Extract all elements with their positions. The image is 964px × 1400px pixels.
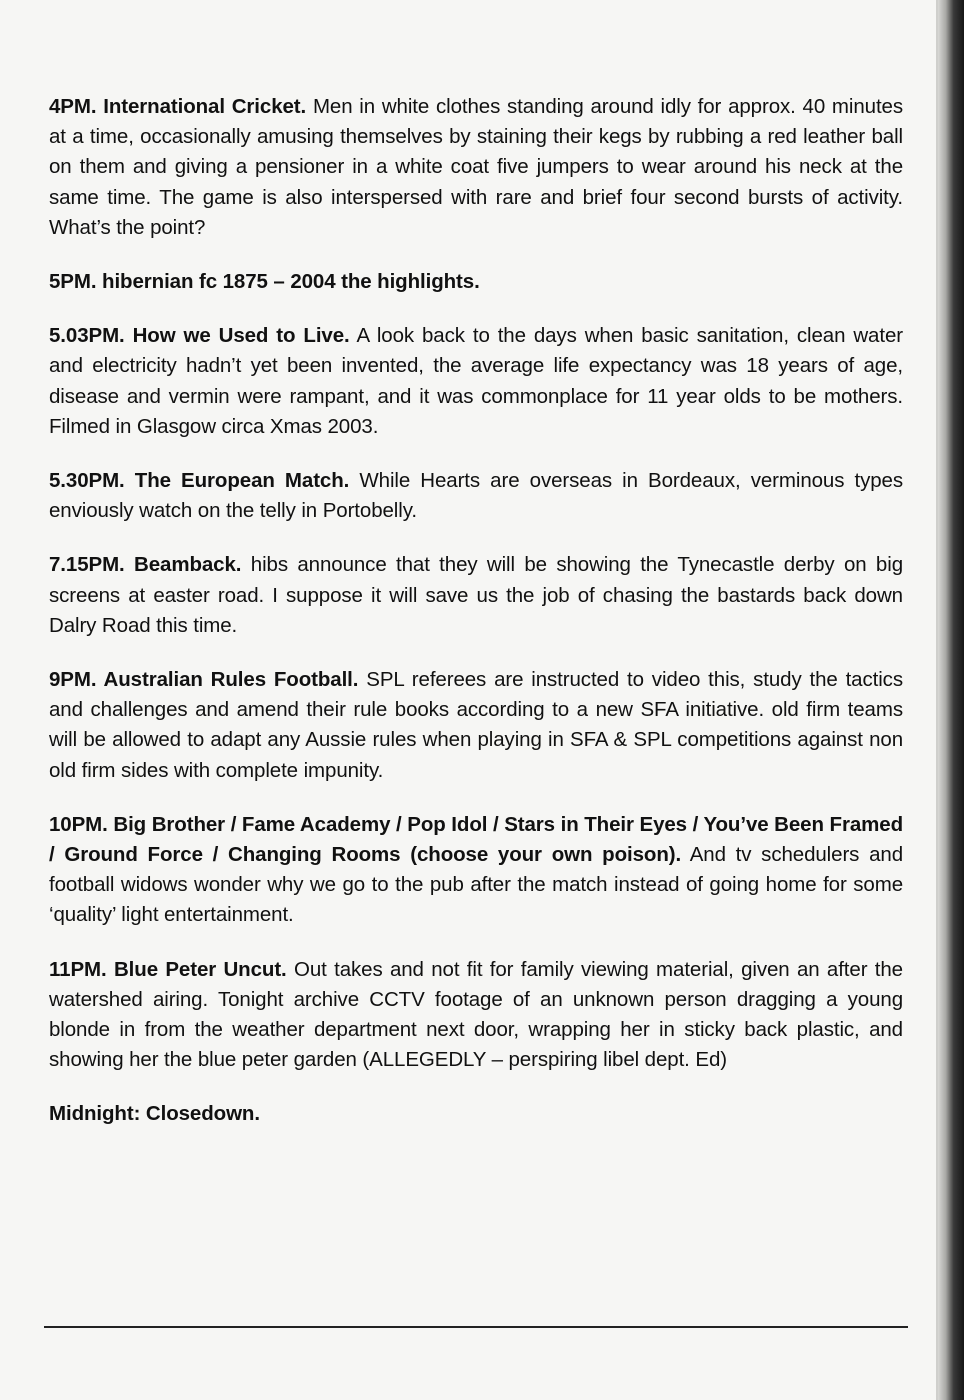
listing-cricket [49,92,903,243]
listing-australian-rules [49,665,903,786]
listing-how-we-used-to-live [49,321,903,442]
listing-heading: 5.30PM. The European Match. [49,469,350,493]
tv-listings [49,92,903,1154]
page-spine-shadow [938,0,964,1400]
listing-heading: 7.15PM. Beamback. [49,553,242,577]
listing-reality-tv [49,810,903,931]
listing-heading: 4PM. International Cricket. [49,95,307,118]
listing-text: And tv schedulers and football widows wonder why we go to the pub after the match instead of going home for some ‘quality’ light entertainment. [49,843,903,927]
listing-blue-peter [49,955,903,1076]
listing-text: While Hearts are overseas in Bordeaux, verminous types enviously watch on the telly in Portobelly. [49,469,903,523]
listing-text: A look back to the days when basic sanitation, clean water and electricity hadn’t yet been invented, the average life expectancy was 18 years of age, disease and vermin were rampant, and it was commonplace for 11 year olds to be mothers. Filmed in Glasgow circa Xmas 2003. [49,324,903,438]
listing-hibernian [49,267,903,297]
bottom-rule [44,1326,908,1328]
listing-text: Out takes and not fit for family viewing material, given an after the watershed airing. Tonight archive CCTV footage of an unknown person dragging a young blonde in from the weather department next door, wrapping her in sticky back plastic, and showing her the blue peter garden (ALLEGEDLY – perspiring libel dept. Ed) [49,957,903,1072]
listing-heading: 9PM. Australian Rules Football. [49,668,359,692]
listing-european-match [49,466,903,526]
listing-heading: 10PM. Big Brother / Fame Academy / Pop Idol / Stars in Their Eyes / You’ve Been Framed / Ground Force / Changing Rooms (choose your own poison). [49,812,903,867]
listing-closedown [49,1099,903,1129]
listing-heading: Midnight: Closedown. [49,1102,260,1126]
listing-text: hibs announce that they will be showing the Tynecastle derby on big screens at easter road. I suppose it will save us the job of chasing the bastards back down Dalry Road this time. [49,553,903,637]
listing-text: Men in white clothes standing around idly for approx. 40 minutes at a time, occasionally amusing themselves by staining their kegs by rubbing a red leather ball on them and giving a pensioner in a white coat five jumpers to wear around his neck at the same time. The game is also interspersed with rare and brief four second bursts of activity. What’s the point? [49,95,903,239]
listing-text: SPL referees are instructed to video this, study the tactics and challenges and amend their rule books according to a new SFA initiative. old firm teams will be allowed to adapt any Aussie rules when playing in SFA & SPL competitions against non old firm sides with complete impunity. [49,668,903,782]
listing-heading: 5PM. hibernian fc 1875 – 2004 the highlights. [49,270,480,294]
listing-beamback [49,550,903,641]
listing-heading: 11PM. Blue Peter Uncut. [49,957,287,981]
listing-heading: 5.03PM. How we Used to Live. [49,324,350,348]
